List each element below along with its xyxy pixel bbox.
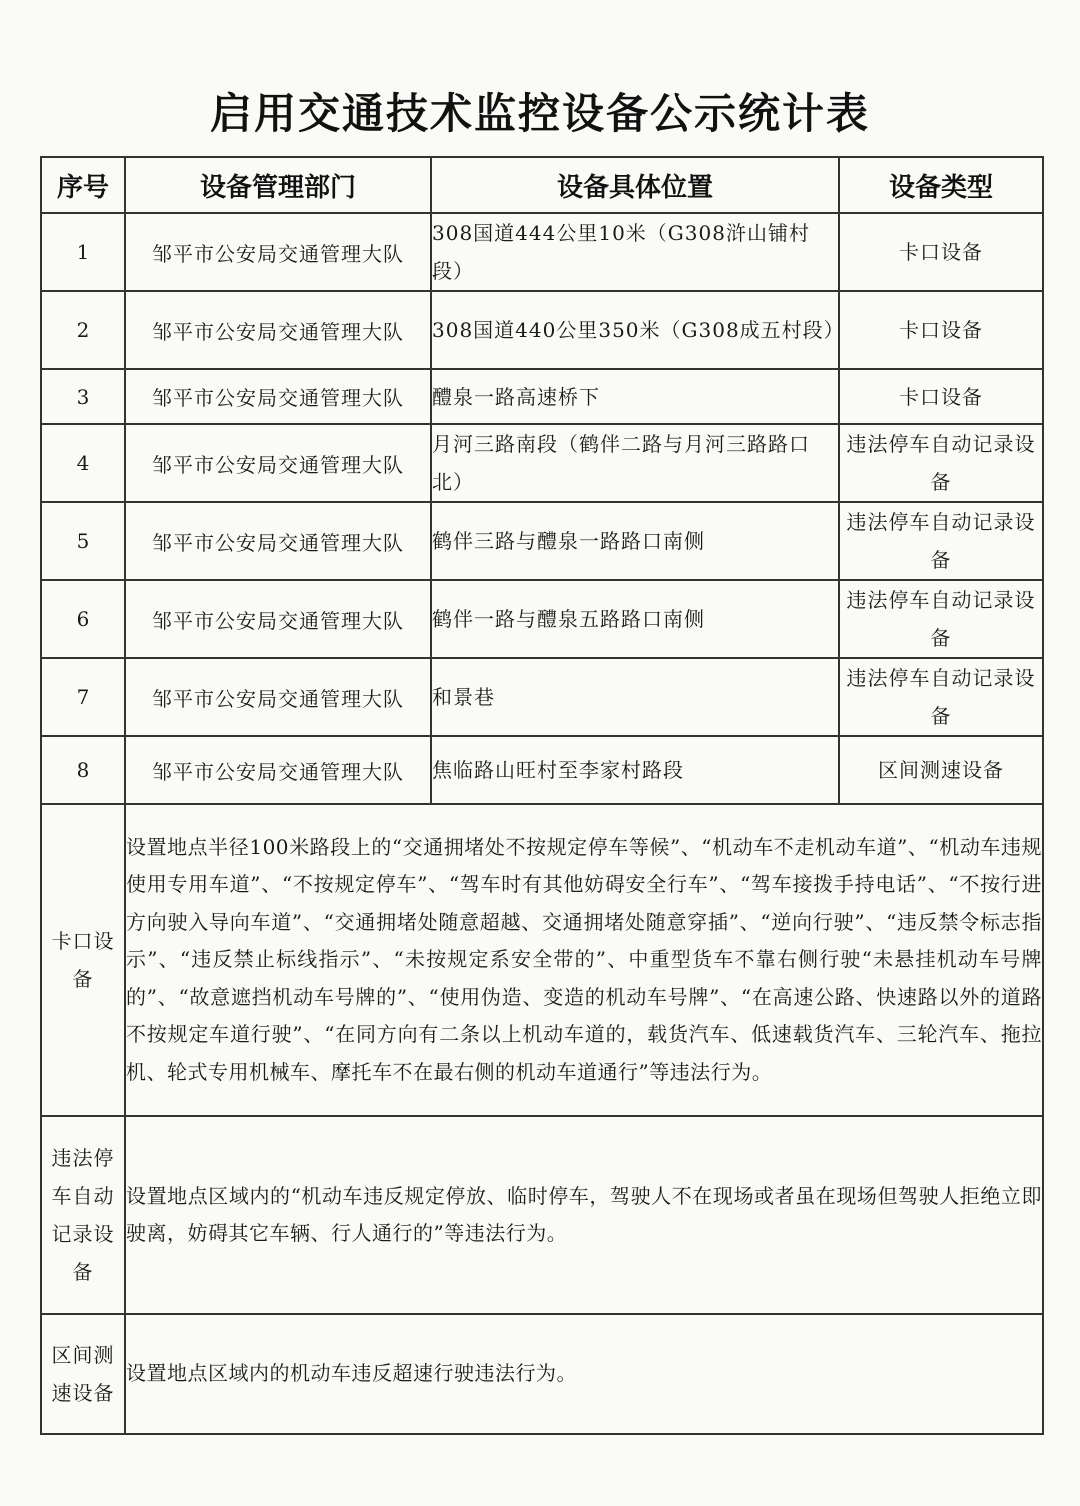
row-device-type: 卡口设备 — [839, 291, 1043, 369]
row-dept: 邹平市公安局交通管理大队 — [125, 736, 431, 804]
row-dept: 邹平市公安局交通管理大队 — [125, 424, 431, 502]
table-row — [41, 580, 1043, 658]
row-location: 醴泉一路高速桥下 — [431, 369, 839, 424]
row-number: 7 — [41, 658, 125, 736]
row-device-type: 卡口设备 — [839, 213, 1043, 291]
table-row — [41, 736, 1043, 804]
note-label: 卡口设备 — [41, 804, 125, 1116]
row-device-type: 区间测速设备 — [839, 736, 1043, 804]
table-row — [41, 291, 1043, 369]
row-location: 鹤伴三路与醴泉一路路口南侧 — [431, 502, 839, 580]
row-location: 和景巷 — [431, 658, 839, 736]
row-number: 3 — [41, 369, 125, 424]
row-number: 1 — [41, 213, 125, 291]
row-dept: 邹平市公安局交通管理大队 — [125, 291, 431, 369]
note-row-illegal-parking — [41, 1116, 1043, 1314]
row-device-type: 卡口设备 — [839, 369, 1043, 424]
row-location: 焦临路山旺村至李家村路段 — [431, 736, 839, 804]
row-number: 2 — [41, 291, 125, 369]
row-number: 8 — [41, 736, 125, 804]
row-device-type: 违法停车自动记录设备 — [839, 502, 1043, 580]
header-management-dept: 设备管理部门 — [125, 157, 431, 213]
note-row-checkpoint — [41, 804, 1043, 1116]
row-device-type: 违法停车自动记录设备 — [839, 580, 1043, 658]
note-row-section-speed — [41, 1314, 1043, 1434]
table-row — [41, 424, 1043, 502]
header-location: 设备具体位置 — [431, 157, 839, 213]
note-text: 设置地点区域内的机动车违反超速行驶违法行为。 — [125, 1314, 1043, 1434]
row-device-type: 违法停车自动记录设备 — [839, 424, 1043, 502]
table-row — [41, 502, 1043, 580]
table-header-row — [41, 157, 1043, 213]
device-statistics-table — [40, 156, 1044, 1435]
row-dept: 邹平市公安局交通管理大队 — [125, 658, 431, 736]
row-location: 月河三路南段（鹤伴二路与月河三路路口北） — [431, 424, 839, 502]
row-location: 308国道444公里10米（G308浒山铺村段） — [431, 213, 839, 291]
header-device-type: 设备类型 — [839, 157, 1043, 213]
table-row — [41, 213, 1043, 291]
row-dept: 邹平市公安局交通管理大队 — [125, 213, 431, 291]
row-number: 4 — [41, 424, 125, 502]
note-label: 区间测速设备 — [41, 1314, 125, 1434]
table-row — [41, 658, 1043, 736]
note-label: 违法停车自动记录设备 — [41, 1116, 125, 1314]
note-text: 设置地点区域内的“机动车违反规定停放、临时停车，驾驶人不在现场或者虽在现场但驾驶人拒绝立即驶离，妨碍其它车辆、行人通行的”等违法行为。 — [125, 1116, 1043, 1314]
row-location: 鹤伴一路与醴泉五路路口南侧 — [431, 580, 839, 658]
note-text: 设置地点半径100米路段上的“交通拥堵处不按规定停车等候”、“机动车不走机动车道”、“机动车违规使用专用车道”、“不按规定停车”、“驾车时有其他妨碍安全行车”、“驾车接拨手持电话”、“不按行进方向驶入导向车道”、“交通拥堵处随意超越、交通拥堵处随意穿插”、“逆向行驶”、“违反禁令标志指示”、“违反禁止标线指示”、“未按规定系安全带的”、中重型货车不靠右侧行驶“未悬挂机动车号牌的”、“故意遮挡机动车号牌的”、“使用伪造、变造的机动车号牌”、“在高速公路、快速路以外的道路不按规定车道行驶”、“在同方向有二条以上机动车道的，载货汽车、低速载货汽车、三轮汽车、拖拉机、轮式专用机械车、摩托车不在最右侧的机动车道通行”等违法行为。 — [125, 804, 1043, 1116]
row-number: 6 — [41, 580, 125, 658]
table-row — [41, 369, 1043, 424]
row-location: 308国道440公里350米（G308成五村段） — [431, 291, 839, 369]
row-dept: 邹平市公安局交通管理大队 — [125, 369, 431, 424]
row-device-type: 违法停车自动记录设备 — [839, 658, 1043, 736]
page-title: 启用交通技术监控设备公示统计表 — [209, 89, 870, 138]
row-dept: 邹平市公安局交通管理大队 — [125, 502, 431, 580]
row-number: 5 — [41, 502, 125, 580]
row-dept: 邹平市公安局交通管理大队 — [125, 580, 431, 658]
header-serial-number: 序号 — [41, 157, 125, 213]
